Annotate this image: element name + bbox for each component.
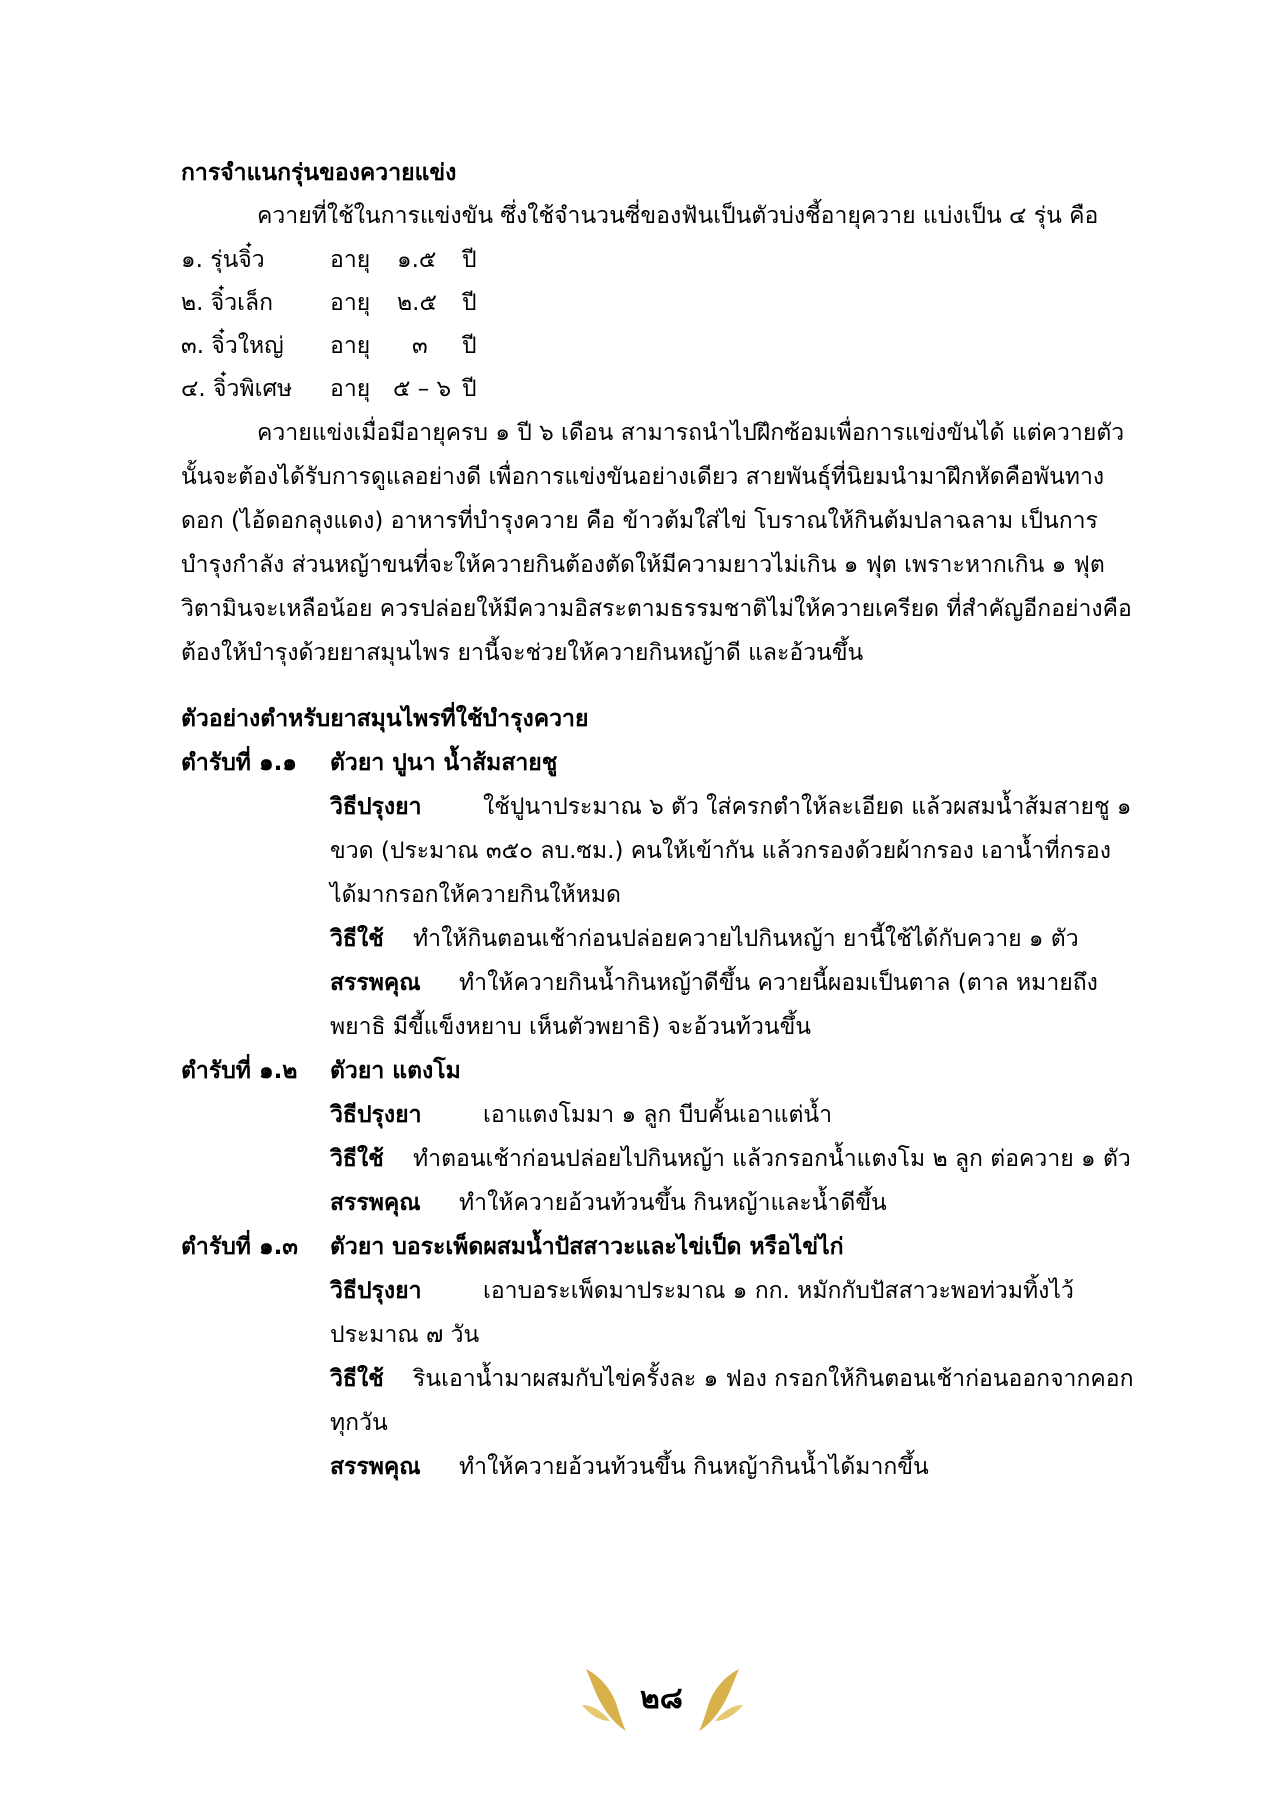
use-label: วิธีใช้ <box>330 1146 384 1172</box>
age-unit: ปี <box>462 247 477 273</box>
age-value: ๒.๕ <box>397 290 437 316</box>
prep-text: ใช้ปูนาประมาณ ๖ ตัว ใส่ครกตำให้ละเอียด แล้วผสมน้ำส้มสายชู ๑ <box>483 794 1132 820</box>
age-label: อายุ <box>330 333 371 359</box>
paragraph-line: ต้องให้บำรุงด้วยยาสมุนไพร ยานี้จะช่วยให้ควายกินหญ้าดี และอ้วนขึ้น <box>181 640 864 666</box>
prep-label: วิธีปรุงยา <box>330 1102 422 1128</box>
prep-text: ได้มากรอกให้ควายกินให้หมด <box>330 882 621 908</box>
prep-label: วิธีปรุงยา <box>330 1278 422 1304</box>
use-text: ทุกวัน <box>330 1410 388 1436</box>
paragraph-line: ควายแข่งเมื่อมีอายุครบ ๑ ปี ๖ เดือน สามารถนำไปฝึกซ้อมเพื่อการแข่งขันได้ แต่ควายตัว <box>257 420 1125 446</box>
paragraph-line: ดอก (ไอ้ดอกลุงแดง) อาหารที่บำรุงควาย คือ ข้าวต้มใส่ไข่ โบราณให้กินต้มปลาฉลาม เป็นการ <box>181 508 1098 534</box>
prep-text: ประมาณ ๗ วัน <box>330 1322 480 1348</box>
paragraph-line: วิตามินจะเหลือน้อย ควรปล่อยให้มีความอิสระตามธรรมชาติไม่ให้ควายเครียด ที่สำคัญอีกอย่างคือ <box>181 596 1132 622</box>
section-heading-recipes: ตัวอย่างตำหรับยาสมุนไพรที่ใช้บำรุงควาย <box>181 706 589 732</box>
section-heading-classification: การจำแนกรุ่นของควายแข่ง <box>181 160 457 186</box>
class-name: ๒. จิ๋วเล็ก <box>181 290 274 316</box>
use-text: ทำตอนเช้าก่อนปล่อยไปกินหญ้า แล้วกรอกน้ำแตงโม ๒ ลูก ต่อควาย ๑ ตัว <box>413 1146 1131 1172</box>
use-text: ทำให้กินตอนเช้าก่อนปล่อยควายไปกินหญ้า ยานี้ใช้ได้กับควาย ๑ ตัว <box>413 926 1079 952</box>
paragraph-line: นั้นจะต้องได้รับการดูแลอย่างดี เพื่อการแข่งขันอย่างเดียว สายพันธุ์ที่นิยมนำมาฝึกหัดคือพันทาง <box>181 464 1105 490</box>
right-horn-ornament-icon <box>693 1665 745 1733</box>
age-value: ๑.๕ <box>397 247 437 273</box>
benefit-text: พยาธิ มีขี้แข็งหยาบ เห็นตัวพยาธิ) จะอ้วนท้วนขึ้น <box>330 1014 812 1040</box>
age-unit: ปี <box>462 333 477 359</box>
benefit-label: สรรพคุณ <box>330 1190 421 1216</box>
age-unit: ปี <box>462 376 477 402</box>
age-value: ๓ <box>412 333 428 359</box>
recipe-title: ตัวยา แตงโม <box>330 1058 461 1084</box>
prep-text: ขวด (ประมาณ ๓๕๐ ลบ.ซม.) คนให้เข้ากัน แล้วกรองด้วยผ้ากรอง เอาน้ำที่กรอง <box>330 838 1111 864</box>
benefit-label: สรรพคุณ <box>330 1454 421 1480</box>
age-unit: ปี <box>462 290 477 316</box>
paragraph-line: บำรุงกำลัง ส่วนหญ้าขนที่จะให้ควายกินต้องตัดให้มีความยาวไม่เกิน ๑ ฟุต เพราะหากเกิน ๑ ฟุต <box>181 552 1105 578</box>
intro-text: ควายที่ใช้ในการแข่งขัน ซึ่งใช้จำนวนซี่ของฟันเป็นตัวบ่งชี้อายุควาย แบ่งเป็น ๔ รุ่น คือ <box>257 203 1099 229</box>
class-name: ๑. รุ่นจิ๋ว <box>181 247 265 273</box>
left-horn-ornament-icon <box>580 1665 632 1733</box>
recipe-title: ตัวยา ปูนา น้ำส้มสายชู <box>330 750 558 776</box>
benefit-text: ทำให้ควายกินน้ำกินหญ้าดีขึ้น ควายนี้ผอมเป็นตาล (ตาล หมายถึง <box>459 970 1098 996</box>
use-text: รินเอาน้ำมาผสมกับไข่ครั้งละ ๑ ฟอง กรอกให้กินตอนเช้าก่อนออกจากคอก <box>413 1366 1134 1392</box>
age-value: ๕ – ๖ <box>393 376 452 402</box>
recipe-title: ตัวยา บอระเพ็ดผสมน้ำปัสสาวะและไข่เป็ด หรือไข่ไก่ <box>330 1234 844 1260</box>
recipe-label: ตำรับที่ ๑.๒ <box>181 1058 298 1084</box>
benefit-text: ทำให้ควายอ้วนท้วนขึ้น กินหญ้าและน้ำดีขึ้น <box>459 1190 887 1216</box>
use-label: วิธีใช้ <box>330 1366 384 1392</box>
use-label: วิธีใช้ <box>330 926 384 952</box>
prep-text: เอาแตงโมมา ๑ ลูก บีบคั้นเอาแต่น้ำ <box>483 1102 833 1128</box>
class-name: ๓. จิ๋วใหญ่ <box>181 333 284 359</box>
page-number: ๒๘ <box>640 1681 683 1716</box>
recipe-label: ตำรับที่ ๑.๓ <box>181 1234 299 1260</box>
prep-text: เอาบอระเพ็ดมาประมาณ ๑ กก. หมักกับปัสสาวะพอท่วมทิ้งไว้ <box>483 1278 1074 1304</box>
age-label: อายุ <box>330 290 371 316</box>
benefit-label: สรรพคุณ <box>330 970 421 996</box>
benefit-text: ทำให้ควายอ้วนท้วนขึ้น กินหญ้ากินน้ำได้มากขึ้น <box>459 1454 929 1480</box>
age-label: อายุ <box>330 376 371 402</box>
class-name: ๔. จิ๋วพิเศษ <box>181 376 293 402</box>
age-label: อายุ <box>330 247 371 273</box>
recipe-label: ตำรับที่ ๑.๑ <box>181 750 297 776</box>
prep-label: วิธีปรุงยา <box>330 794 422 820</box>
